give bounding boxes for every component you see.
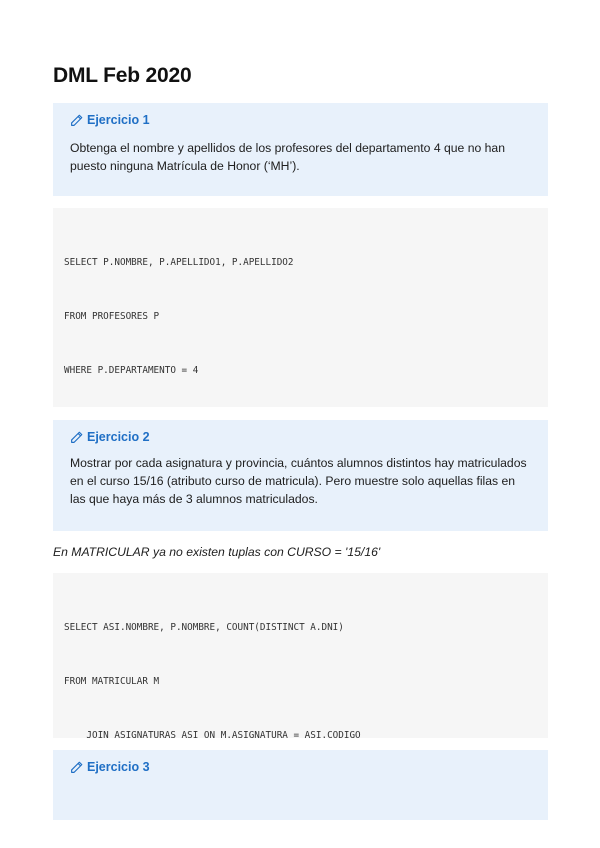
exercise-2-text: Mostrar por cada asignatura y provincia, cuántos alumnos distintos hay matriculados en el curso 15/16 (atributo curso de matricula). Pero muestre solo aquellas filas en las que haya más de 3 alumnos matriculados.	[70, 456, 527, 506]
code-line: FROM MATRICULAR M	[64, 676, 160, 687]
code-line: JOIN ASIGNATURAS ASI ON M.ASIGNATURA = ASI.CODIGO	[64, 730, 361, 738]
exercise-2-code	[53, 573, 548, 738]
pencil-icon	[70, 761, 83, 774]
code-line: FROM PROFESORES P	[64, 311, 160, 322]
exercise-3-label: Ejercicio 3	[87, 760, 150, 774]
exercise-1-code	[53, 208, 548, 407]
code-line: WHERE P.DEPARTAMENTO = 4	[64, 365, 199, 376]
exercise-2-label: Ejercicio 2	[87, 430, 150, 444]
exercise-2-callout	[53, 420, 548, 531]
exercise-2-header	[70, 430, 532, 444]
exercise-2-note: En MATRICULAR ya no existen tuplas con CURSO = '15/16'	[53, 545, 381, 559]
pencil-icon	[70, 431, 83, 444]
exercise-3-callout	[53, 750, 548, 820]
code-line: SELECT P.NOMBRE, P.APELLIDO1, P.APELLIDO2	[64, 257, 294, 268]
exercise-1-text: Obtenga el nombre y apellidos de los profesores del departamento 4 que no han puesto ninguna Matrícula de Honor (‘MH’).	[70, 141, 505, 173]
code-line: SELECT ASI.NOMBRE, P.NOMBRE, COUNT(DISTINCT A.DNI)	[64, 622, 344, 633]
exercise-1-callout	[53, 103, 548, 196]
exercise-1-label: Ejercicio 1	[87, 113, 150, 127]
exercise-3-header	[70, 760, 532, 774]
page-title: DML Feb 2020	[53, 64, 192, 87]
exercise-1-header	[70, 113, 532, 127]
pencil-icon	[70, 114, 83, 127]
